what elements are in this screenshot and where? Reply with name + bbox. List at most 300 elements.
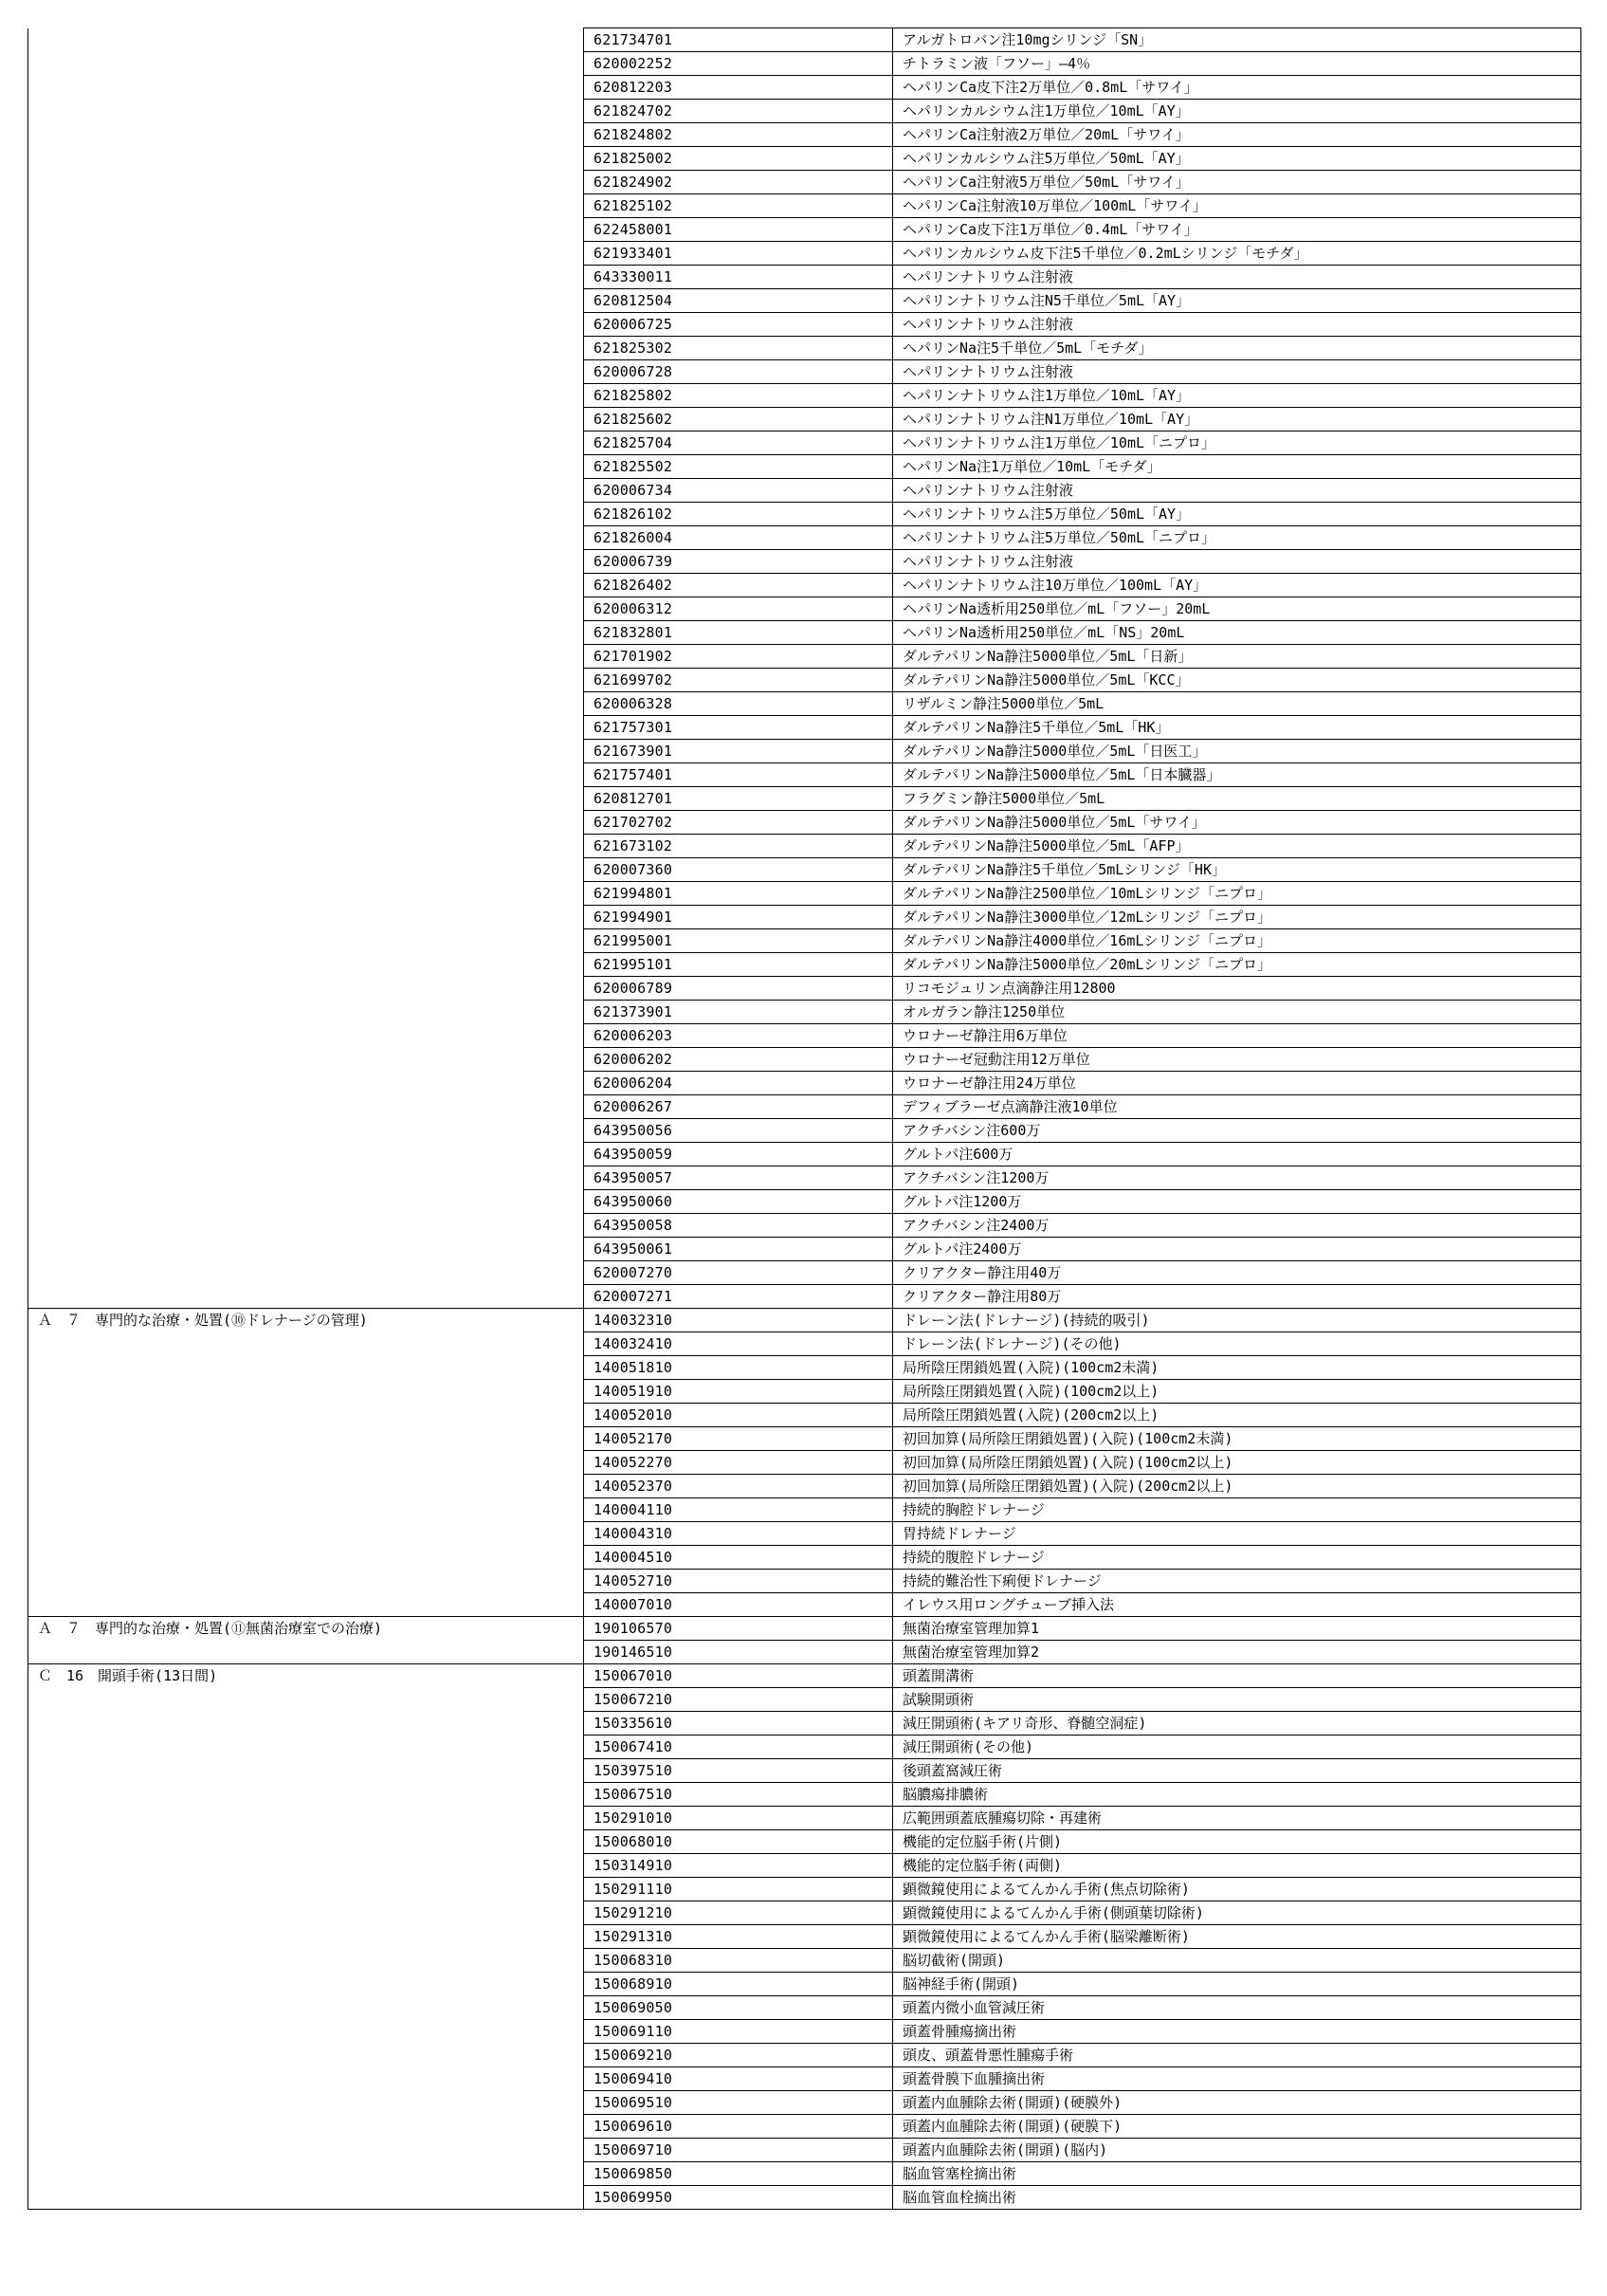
table-row [28,337,1581,360]
code-table [27,28,1581,2210]
table-row [28,787,1581,811]
code-cell: 620002252 [584,52,893,76]
name-cell: 頭蓋骨腫瘍摘出術 [893,2020,1581,2044]
code-cell: 621826004 [584,526,893,550]
table-row [28,1048,1581,1072]
category-cell [28,929,584,953]
category-cell [28,1570,584,1593]
table-row [28,28,1581,52]
name-cell: 頭蓋骨膜下血腫摘出術 [893,2067,1581,2091]
table-row [28,977,1581,1001]
code-cell: 643950058 [584,1214,893,1238]
name-cell: 局所陰圧閉鎖処置(入院)(100cm2未満) [893,1356,1581,1380]
code-cell: 620812203 [584,76,893,100]
name-cell: 脳血管血栓摘出術 [893,2186,1581,2210]
table-row [28,1949,1581,1973]
table-row [28,1119,1581,1143]
code-cell: 140052270 [584,1451,893,1475]
category-cell [28,716,584,740]
category-cell [28,645,584,669]
name-cell: ヘパリンカルシウム注1万単位／10mL「AY」 [893,100,1581,123]
table-row [28,953,1581,977]
code-cell: 140052010 [584,1404,893,1427]
table-row [28,455,1581,479]
table-row [28,763,1581,787]
name-cell: ダルテパリンNa静注5000単位／5mL「日新」 [893,645,1581,669]
name-cell: 頭蓋内血腫除去術(開頭)(脳内) [893,2139,1581,2162]
name-cell: ヘパリンNa透析用250単位／mL「NS」20mL [893,621,1581,645]
name-cell: デフィブラーゼ点滴静注液10単位 [893,1095,1581,1119]
code-cell: 150335610 [584,1712,893,1736]
name-cell: 減圧開頭術(その他) [893,1736,1581,1759]
code-cell: 621673901 [584,740,893,763]
category-cell [28,1072,584,1095]
name-cell: 機能的定位脳手術(片側) [893,1830,1581,1854]
code-cell: 150069110 [584,2020,893,2044]
category-cell: Ｃ 16 開頭手術(13日間) [28,1664,584,1688]
code-cell: 643950059 [584,1143,893,1166]
name-cell: ヘパリンナトリウム注5万単位／50mL「ニプロ」 [893,526,1581,550]
table-row [28,1498,1581,1522]
category-cell [28,1261,584,1285]
code-cell: 620006204 [584,1072,893,1095]
table-row [28,1451,1581,1475]
name-cell: イレウス用ロングチューブ挿入法 [893,1593,1581,1617]
table-row [28,432,1581,455]
document-page [27,28,1580,2210]
category-cell [28,906,584,929]
table-row [28,1024,1581,1048]
category-cell [28,574,584,597]
table-row [28,1570,1581,1593]
name-cell: ダルテパリンNa静注5000単位／5mL「AFP」 [893,835,1581,858]
name-cell: ダルテパリンNa静注3000単位／12mLシリンジ「ニプロ」 [893,906,1581,929]
category-cell [28,100,584,123]
code-cell: 140051910 [584,1380,893,1404]
name-cell: 頭蓋内血腫除去術(開頭)(硬膜外) [893,2091,1581,2115]
name-cell: 脳血管塞栓摘出術 [893,2162,1581,2186]
name-cell: ヘパリンカルシウム注5万単位／50mL「AY」 [893,147,1581,171]
name-cell: ダルテパリンNa静注5000単位／5mL「日本臓器」 [893,763,1581,787]
category-cell [28,1451,584,1475]
table-row [28,1166,1581,1190]
table-row [28,1593,1581,1617]
name-cell: 胃持続ドレナージ [893,1522,1581,1546]
category-cell [28,2044,584,2067]
code-cell: 620006203 [584,1024,893,1048]
category-cell [28,1356,584,1380]
category-cell [28,1854,584,1878]
category-cell [28,1332,584,1356]
code-cell: 643950060 [584,1190,893,1214]
category-cell [28,1593,584,1617]
code-cell: 150068910 [584,1973,893,1996]
table-body [28,28,1581,2210]
name-cell: ヘパリンナトリウム注射液 [893,313,1581,337]
code-cell: 620006328 [584,692,893,716]
name-cell: ダルテパリンNa静注5000単位／5mL「KCC」 [893,669,1581,692]
code-cell: 621825502 [584,455,893,479]
table-row [28,1214,1581,1238]
table-row [28,526,1581,550]
table-row [28,384,1581,408]
table-row [28,1712,1581,1736]
table-row [28,1072,1581,1095]
name-cell: ウロナーゼ静注用6万単位 [893,1024,1581,1048]
name-cell: ダルテパリンNa静注5000単位／5mL「日医工」 [893,740,1581,763]
name-cell: ウロナーゼ冠動注用12万単位 [893,1048,1581,1072]
category-cell [28,835,584,858]
table-row [28,645,1581,669]
table-row [28,1309,1581,1332]
category-cell [28,1830,584,1854]
table-row [28,1736,1581,1759]
name-cell: アクチバシン注1200万 [893,1166,1581,1190]
name-cell: ヘパリンCa皮下注1万単位／0.4mL「サワイ」 [893,218,1581,242]
name-cell: 局所陰圧閉鎖処置(入院)(200cm2以上) [893,1404,1581,1427]
name-cell: クリアクター静注用80万 [893,1285,1581,1309]
name-cell: ヘパリンナトリウム注N5千単位／5mL「AY」 [893,289,1581,313]
table-row [28,1925,1581,1949]
category-cell [28,408,584,432]
code-cell: 621825704 [584,432,893,455]
name-cell: 持続的胸腔ドレナージ [893,1498,1581,1522]
code-cell: 150069610 [584,2115,893,2139]
table-row [28,929,1581,953]
category-cell [28,2115,584,2139]
code-cell: 621995001 [584,929,893,953]
table-row [28,2162,1581,2186]
code-cell: 150069710 [584,2139,893,2162]
name-cell: ヘパリンCa注射液2万単位／20mL「サワイ」 [893,123,1581,147]
table-row [28,1427,1581,1451]
category-cell [28,2162,584,2186]
name-cell: 頭蓋内血腫除去術(開頭)(硬膜下) [893,2115,1581,2139]
category-cell [28,432,584,455]
code-cell: 643950061 [584,1238,893,1261]
category-cell [28,503,584,526]
category-cell [28,123,584,147]
name-cell: 脳神経手術(開頭) [893,1973,1581,1996]
category-cell [28,1238,584,1261]
table-row [28,100,1581,123]
name-cell: 顕微鏡使用によるてんかん手術(焦点切除術) [893,1878,1581,1901]
table-row [28,1522,1581,1546]
category-cell [28,266,584,289]
code-cell: 621757401 [584,763,893,787]
table-row [28,503,1581,526]
category-cell [28,2186,584,2210]
code-cell: 621994901 [584,906,893,929]
table-row [28,479,1581,503]
code-cell: 150068310 [584,1949,893,1973]
code-cell: 150291110 [584,1878,893,1901]
table-row [28,1617,1581,1641]
name-cell: 試験開頭術 [893,1688,1581,1712]
table-row [28,1261,1581,1285]
category-cell [28,763,584,787]
code-cell: 150069850 [584,2162,893,2186]
code-cell: 622458001 [584,218,893,242]
name-cell: ダルテパリンNa静注4000単位／16mLシリンジ「ニプロ」 [893,929,1581,953]
name-cell: 頭皮、頭蓋骨悪性腫瘍手術 [893,2044,1581,2067]
table-row [28,242,1581,266]
name-cell: ヘパリンナトリウム注射液 [893,360,1581,384]
table-row [28,1475,1581,1498]
category-cell [28,1546,584,1570]
code-cell: 620007271 [584,1285,893,1309]
code-cell: 643950056 [584,1119,893,1143]
table-row [28,1901,1581,1925]
code-cell: 621995101 [584,953,893,977]
code-cell: 621826102 [584,503,893,526]
category-cell [28,2091,584,2115]
name-cell: アルガトロバン注10mgシリンジ「SN」 [893,28,1581,52]
table-row [28,1641,1581,1664]
category-cell [28,1285,584,1309]
name-cell: グルトパ注2400万 [893,1238,1581,1261]
name-cell: ヘパリンナトリウム注10万単位／100mL「AY」 [893,574,1581,597]
name-cell: グルトパ注1200万 [893,1190,1581,1214]
table-row [28,716,1581,740]
table-row [28,2044,1581,2067]
category-cell [28,1001,584,1024]
name-cell: ヘパリンNa透析用250単位／mL「フソー」20mL [893,597,1581,621]
category-cell [28,1807,584,1830]
code-cell: 150069410 [584,2067,893,2091]
table-row [28,123,1581,147]
code-cell: 150069950 [584,2186,893,2210]
table-row [28,52,1581,76]
code-cell: 150069510 [584,2091,893,2115]
code-cell: 621699702 [584,669,893,692]
category-cell [28,1427,584,1451]
category-cell [28,313,584,337]
table-row [28,218,1581,242]
name-cell: ヘパリンCa皮下注2万単位／0.8mL「サワイ」 [893,76,1581,100]
category-cell [28,1878,584,1901]
name-cell: ダルテパリンNa静注5千単位／5mLシリンジ「HK」 [893,858,1581,882]
table-row [28,266,1581,289]
name-cell: 初回加算(局所陰圧閉鎖処置)(入院)(100cm2以上) [893,1451,1581,1475]
category-cell [28,1688,584,1712]
table-row [28,360,1581,384]
name-cell: ダルテパリンNa静注5千単位／5mL「HK」 [893,716,1581,740]
name-cell: 脳切截術(開頭) [893,1949,1581,1973]
name-cell: ダルテパリンNa静注5000単位／5mL「サワイ」 [893,811,1581,835]
category-cell: Ａ ７ 専門的な治療・処置(⑪無菌治療室での治療) [28,1617,584,1641]
category-cell [28,1143,584,1166]
category-cell [28,1498,584,1522]
code-cell: 621702702 [584,811,893,835]
category-cell [28,1522,584,1546]
name-cell: アクチバシン注600万 [893,1119,1581,1143]
category-cell [28,526,584,550]
category-cell [28,1190,584,1214]
name-cell: 初回加算(局所陰圧閉鎖処置)(入院)(100cm2未満) [893,1427,1581,1451]
category-cell [28,1783,584,1807]
name-cell: ヘパリンCa注射液5万単位／50mL「サワイ」 [893,171,1581,194]
name-cell: 頭蓋開溝術 [893,1664,1581,1688]
table-row [28,1001,1581,1024]
code-cell: 140052370 [584,1475,893,1498]
code-cell: 620812701 [584,787,893,811]
category-cell [28,242,584,266]
category-cell [28,455,584,479]
table-row [28,1238,1581,1261]
category-cell [28,28,584,52]
category-cell [28,1712,584,1736]
code-cell: 620006202 [584,1048,893,1072]
code-cell: 150397510 [584,1759,893,1783]
table-row [28,1143,1581,1166]
code-cell: 150314910 [584,1854,893,1878]
table-row [28,835,1581,858]
code-cell: 621373901 [584,1001,893,1024]
table-row [28,1332,1581,1356]
category-cell [28,669,584,692]
table-row [28,2186,1581,2210]
name-cell: 機能的定位脳手術(両側) [893,1854,1581,1878]
code-cell: 150069210 [584,2044,893,2067]
category-cell [28,550,584,574]
name-cell: ヘパリンナトリウム注N1万単位／10mL「AY」 [893,408,1581,432]
name-cell: 頭蓋内微小血管減圧術 [893,1996,1581,2020]
category-cell [28,621,584,645]
code-cell: 620007360 [584,858,893,882]
code-cell: 621826402 [584,574,893,597]
category-cell [28,337,584,360]
name-cell: ヘパリンナトリウム注射液 [893,266,1581,289]
category-cell [28,171,584,194]
code-cell: 150067410 [584,1736,893,1759]
code-cell: 140007010 [584,1593,893,1617]
name-cell: チトラミン液「フソー」―4％ [893,52,1581,76]
category-cell [28,1925,584,1949]
category-cell [28,2067,584,2091]
table-row [28,194,1581,218]
table-row [28,740,1581,763]
code-cell: 190106570 [584,1617,893,1641]
table-row [28,2020,1581,2044]
code-cell: 150067010 [584,1664,893,1688]
category-cell [28,977,584,1001]
table-row [28,76,1581,100]
code-cell: 150069050 [584,1996,893,2020]
code-cell: 621673102 [584,835,893,858]
category-cell [28,1119,584,1143]
table-row [28,1973,1581,1996]
code-cell: 621701902 [584,645,893,669]
name-cell: 局所陰圧閉鎖処置(入院)(100cm2以上) [893,1380,1581,1404]
table-row [28,1783,1581,1807]
table-row [28,1854,1581,1878]
category-cell [28,1166,584,1190]
category-cell [28,953,584,977]
category-cell [28,2139,584,2162]
code-cell: 620006739 [584,550,893,574]
code-cell: 150068010 [584,1830,893,1854]
table-row [28,882,1581,906]
code-cell: 140052170 [584,1427,893,1451]
category-cell [28,1095,584,1119]
code-cell: 140051810 [584,1356,893,1380]
table-row [28,1807,1581,1830]
name-cell: 減圧開頭術(キアリ奇形、脊髄空洞症) [893,1712,1581,1736]
category-cell [28,1475,584,1498]
name-cell: ヘパリンカルシウム皮下注5千単位／0.2mLシリンジ「モチダ」 [893,242,1581,266]
table-row [28,1996,1581,2020]
name-cell: 顕微鏡使用によるてんかん手術(側頭葉切除術) [893,1901,1581,1925]
code-cell: 620006734 [584,479,893,503]
code-cell: 620006725 [584,313,893,337]
table-row [28,550,1581,574]
code-cell: 621825802 [584,384,893,408]
code-cell: 621824702 [584,100,893,123]
table-row [28,1285,1581,1309]
table-row [28,858,1581,882]
name-cell: 広範囲頭蓋底腫瘍切除・再建術 [893,1807,1581,1830]
name-cell: ヘパリンナトリウム注5万単位／50mL「AY」 [893,503,1581,526]
category-cell [28,882,584,906]
category-cell [28,52,584,76]
category-cell [28,1996,584,2020]
category-cell [28,147,584,171]
table-row [28,669,1581,692]
table-row [28,906,1581,929]
table-row [28,2139,1581,2162]
category-cell [28,1380,584,1404]
category-cell [28,384,584,408]
code-cell: 620006267 [584,1095,893,1119]
table-row [28,692,1581,716]
category-cell [28,1214,584,1238]
name-cell: 脳膿瘍排膿術 [893,1783,1581,1807]
category-cell [28,740,584,763]
code-cell: 621933401 [584,242,893,266]
table-row [28,171,1581,194]
category-cell [28,1736,584,1759]
name-cell: ドレーン法(ドレナージ)(その他) [893,1332,1581,1356]
name-cell: 持続的難治性下痢便ドレナージ [893,1570,1581,1593]
table-row [28,1878,1581,1901]
table-row [28,1190,1581,1214]
category-cell [28,2020,584,2044]
code-cell: 150291010 [584,1807,893,1830]
code-cell: 620006789 [584,977,893,1001]
code-cell: 140032410 [584,1332,893,1356]
category-cell [28,1641,584,1664]
category-cell [28,692,584,716]
category-cell [28,1024,584,1048]
table-row [28,289,1581,313]
table-row [28,147,1581,171]
table-row [28,1830,1581,1854]
name-cell: ウロナーゼ静注用24万単位 [893,1072,1581,1095]
category-cell [28,360,584,384]
name-cell: ヘパリンナトリウム注射液 [893,479,1581,503]
table-row [28,811,1581,835]
name-cell: ヘパリンナトリウム注射液 [893,550,1581,574]
category-cell [28,76,584,100]
code-cell: 140004310 [584,1522,893,1546]
code-cell: 621824902 [584,171,893,194]
name-cell: リコモジュリン点滴静注用12800 [893,977,1581,1001]
table-row [28,1546,1581,1570]
name-cell: ヘパリンCa注射液10万単位／100mL「サワイ」 [893,194,1581,218]
code-cell: 621825602 [584,408,893,432]
category-cell [28,1973,584,1996]
